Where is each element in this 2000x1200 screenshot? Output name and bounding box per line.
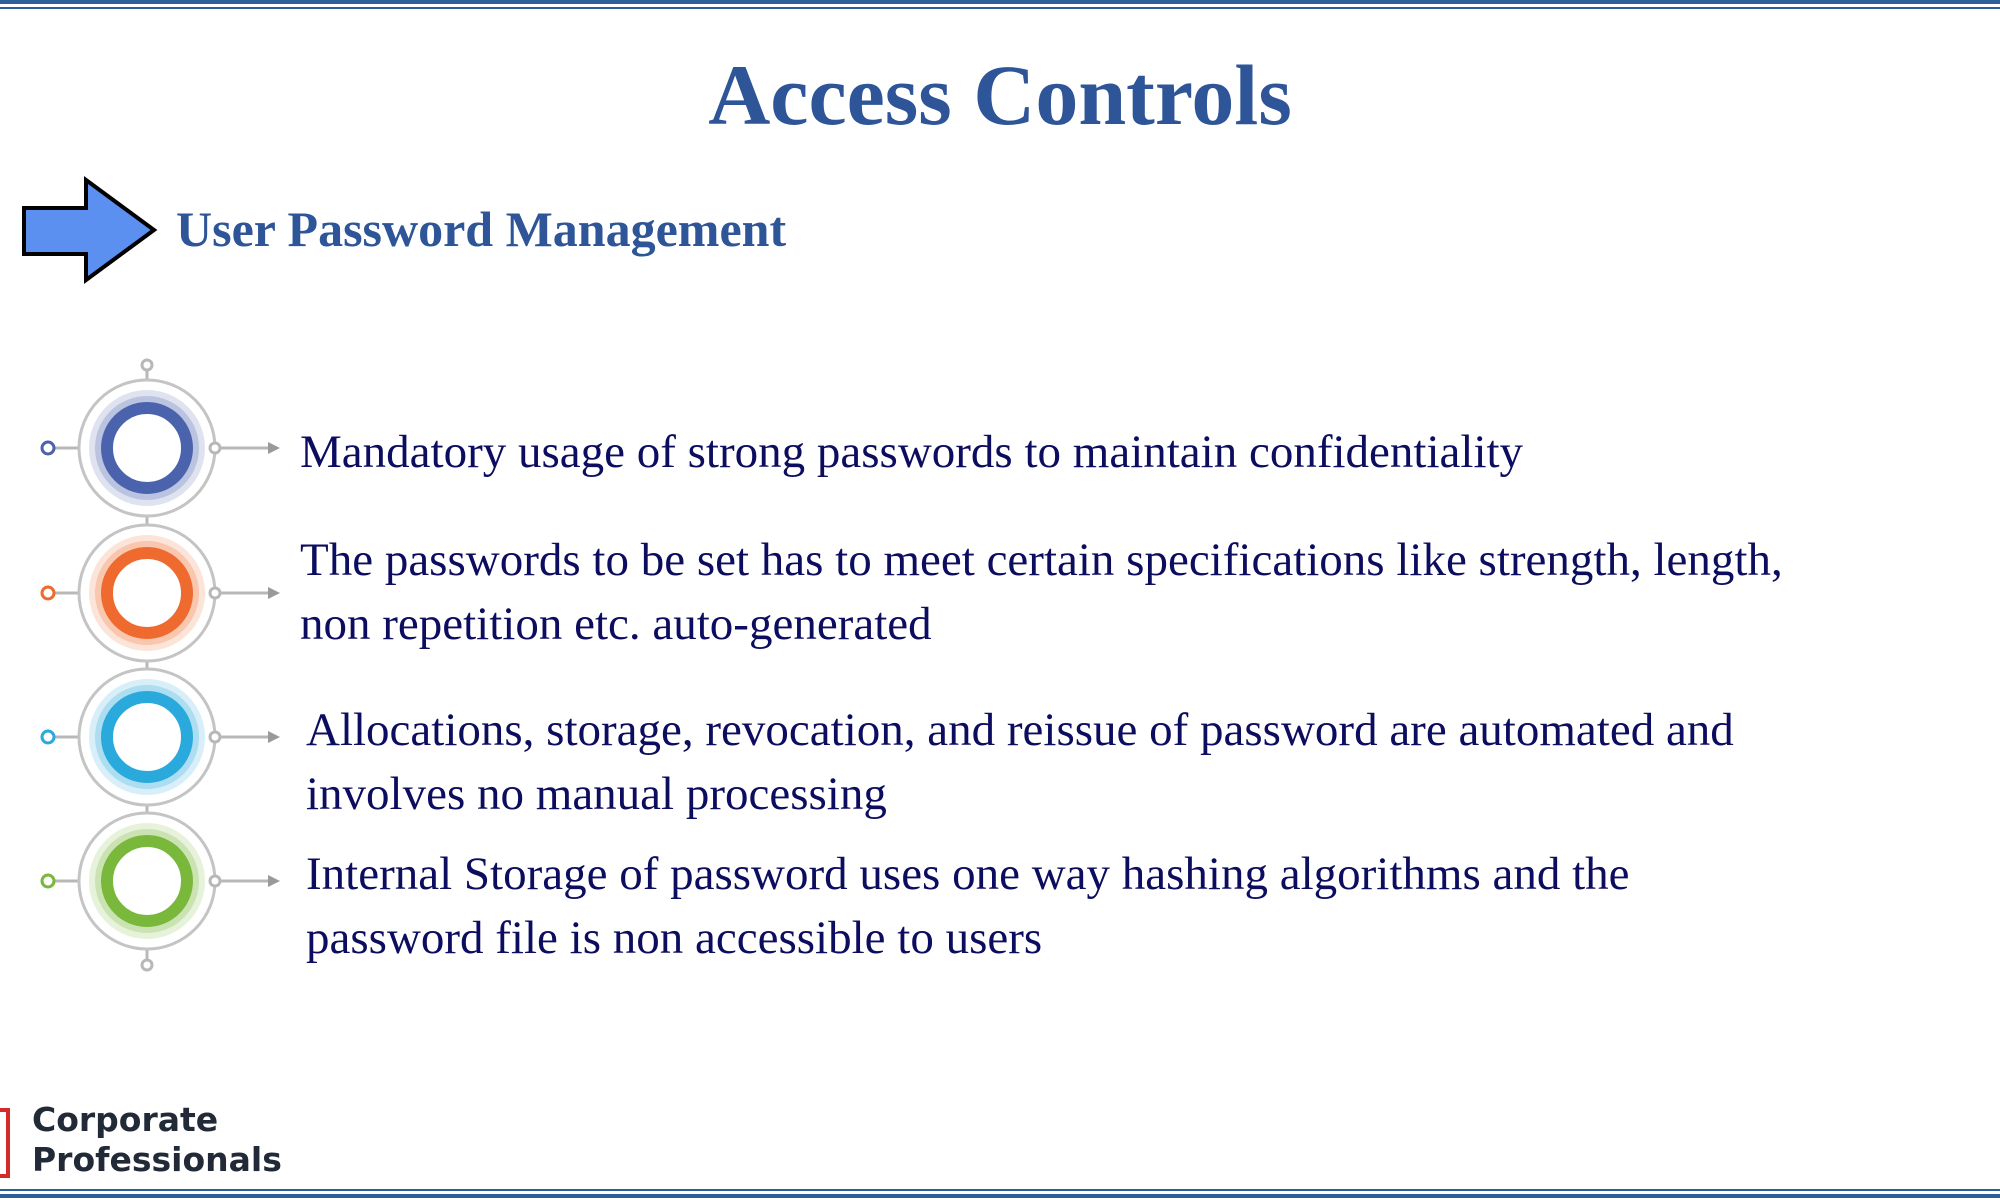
bullet-item-1	[300, 420, 1523, 484]
bullet-item-3-line-2: involves no manual processing	[306, 768, 887, 820]
bullet-item-2	[300, 528, 1783, 656]
timeline-ring-1	[42, 380, 280, 516]
bullet-item-2-line-2: non repetition etc. auto-generated	[300, 598, 932, 650]
logo-line-1: Corporate	[32, 1100, 219, 1139]
logo-mark-icon	[0, 1108, 10, 1178]
timeline-ring-2	[42, 525, 280, 661]
logo-line-2: Professionals	[32, 1140, 282, 1179]
bullet-item-4-line-2: password file is non accessible to users	[306, 912, 1043, 964]
timeline-ring-3	[42, 669, 280, 805]
bullet-item-1-line-1: Mandatory usage of strong passwords to maintain confidentiality	[300, 426, 1524, 478]
bullet-item-4-line-1: Internal Storage of password uses one way hashing algorithms and the	[306, 848, 1630, 900]
bullet-item-3-line-1: Allocations, storage, revocation, and reissue of password are automated and	[306, 704, 1734, 756]
bottom-border	[0, 1189, 2000, 1198]
company-logo	[0, 1100, 300, 1184]
arrow-right-icon	[20, 176, 160, 284]
top-border	[0, 0, 2000, 9]
timeline-ring-4	[42, 813, 280, 949]
bullet-item-3	[306, 698, 1734, 826]
bullet-item-4	[306, 842, 1630, 970]
timeline-graphic	[22, 345, 302, 985]
bullet-item-2-line-1: The passwords to be set has to meet certain specifications like strength, length,	[300, 534, 1783, 586]
section-subtitle: User Password Management	[176, 201, 787, 257]
slide-title: Access Controls	[708, 47, 1292, 143]
